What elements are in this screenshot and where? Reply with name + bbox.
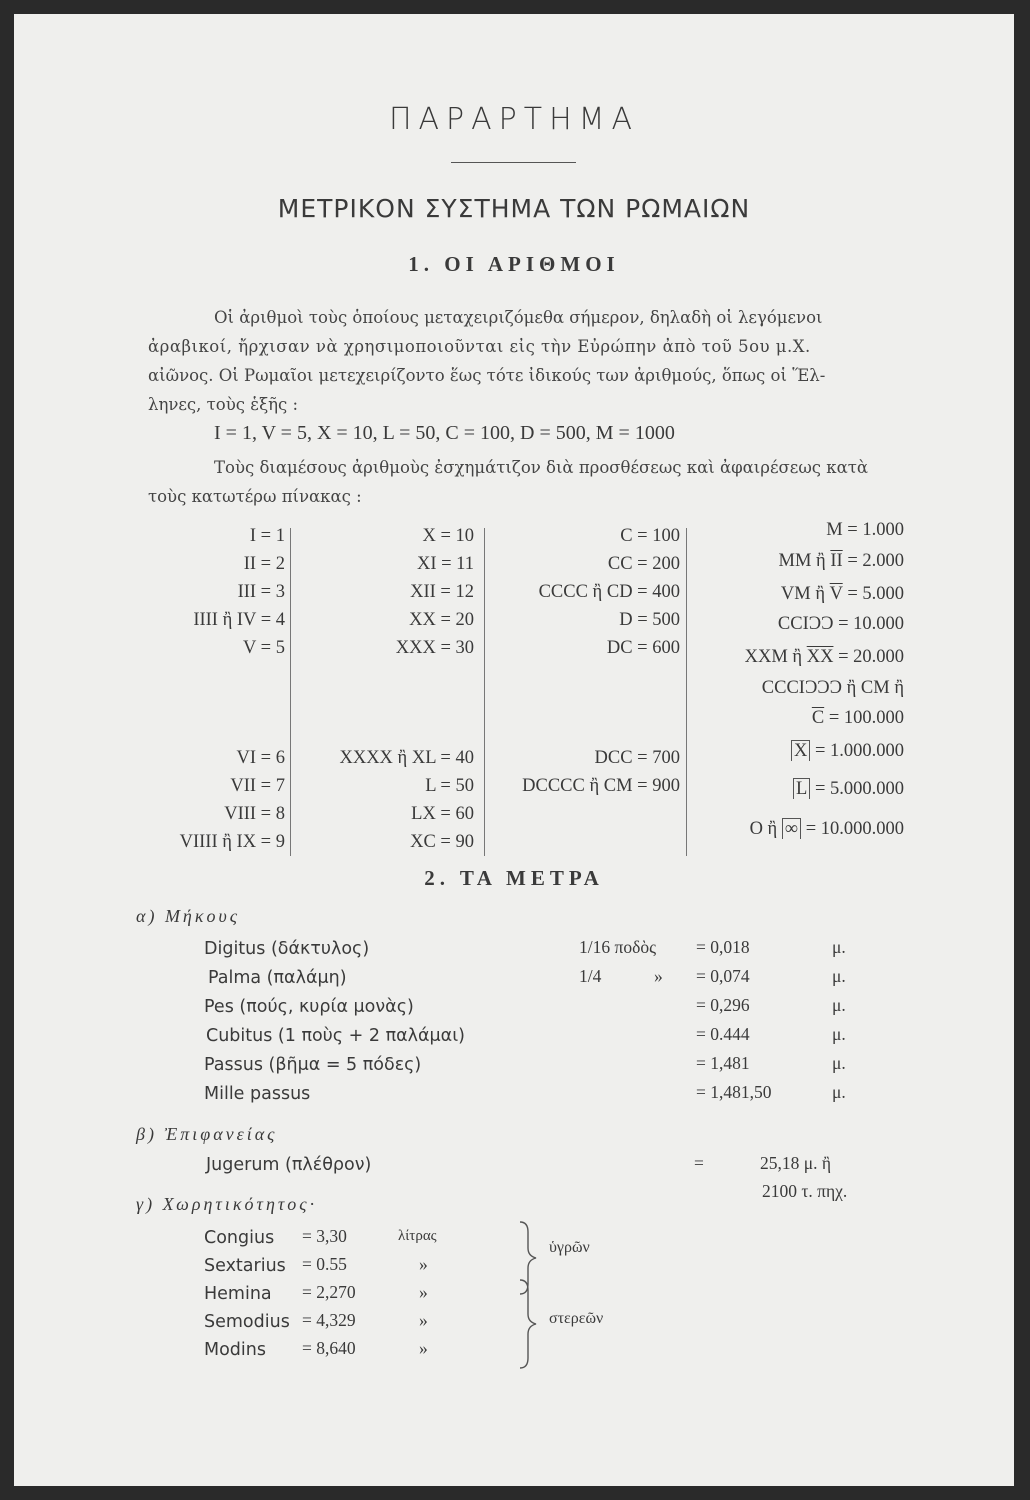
measure-value: = 0.55	[302, 1254, 347, 1274]
capacity-label: γ) Χωρητικότητος·	[136, 1194, 318, 1214]
measure-value: = 1,481	[696, 1053, 750, 1073]
measure-value: = 0,018	[696, 937, 750, 957]
numeral-cell: XII = 12	[410, 582, 474, 602]
numeral-cell: V = 5	[243, 638, 285, 658]
numeral-cell: CCCIƆƆƆ ἢ CM ἢ	[761, 678, 904, 698]
measure-name: Pes (πούς, κυρία μονὰς)	[204, 997, 414, 1017]
measure-value: = 2,270	[302, 1282, 356, 1302]
measure-eq: =	[694, 1153, 704, 1173]
column-divider	[290, 528, 291, 856]
numeral-cell: XXXX ἢ XL = 40	[339, 748, 474, 768]
numeral-cell: XX = 20	[409, 610, 474, 630]
measure-value: = 0,296	[696, 995, 750, 1015]
numeral-cell: O ἢ ∞ = 10.000.000	[749, 819, 904, 839]
measure-name: Semodius	[204, 1312, 290, 1332]
numeral-cell: D = 500	[619, 610, 680, 630]
numeral-cell: DCC = 700	[594, 748, 680, 768]
numeral-cell: MM ἢ $\overline{II} = 2.000$	[778, 551, 904, 571]
measure-value: = 3,30	[302, 1226, 347, 1246]
measure-value: = 0,074	[696, 966, 750, 986]
measure-name: Modins	[204, 1340, 266, 1360]
numeral-cell: XXX = 30	[395, 638, 474, 658]
paragraph-line: αἰῶνος. Οἱ Ρωμαῖοι μετεχειρίζοντο ἕως τότε ἰδικούς των ἀριθμούς, ὅπως οἱ Ἕλ-	[148, 366, 826, 385]
solid-label: στερεῶν	[549, 1310, 604, 1327]
document-page	[14, 14, 1014, 1486]
measure-unit: μ.	[832, 1082, 846, 1102]
measure-name: Mille passus	[204, 1084, 311, 1104]
surface-label: β) Ἐπιφανείας	[136, 1124, 278, 1144]
measure-value-alt: 2100 τ. πηχ.	[762, 1181, 848, 1201]
measure-unit: λίτρας	[398, 1228, 437, 1244]
ditto-mark: »	[419, 1254, 428, 1274]
measure-name: Jugerum (πλέθρον)	[206, 1155, 372, 1175]
numeral-cell: M = 1.000	[826, 520, 904, 540]
measure-value: = 1,481,50	[696, 1082, 772, 1102]
intro-line: Τοὺς διαμέσους ἀριθμοὺς ἐσχημάτιζον διὰ προσθέσεως καὶ ἀφαιρέσεως κατὰ	[214, 458, 868, 477]
measure-name: Cubitus (1 ποὺς + 2 παλάμαι)	[206, 1026, 465, 1046]
measure-fraction: 1/16 ποδὸς	[579, 937, 656, 957]
title-rule	[451, 162, 576, 163]
numeral-cell: DC = 600	[606, 638, 680, 658]
measure-name: Congius	[204, 1228, 275, 1248]
ditto-mark: »	[654, 966, 663, 986]
section2-heading: 2. ΤΑ ΜΕΤΡΑ	[424, 866, 604, 890]
section1-heading: 1. ΟΙ ΑΡΙΘΜΟΙ	[408, 252, 620, 276]
measure-name: Passus (βῆμα = 5 πόδες)	[204, 1055, 422, 1075]
paragraph-line: ληνες, τοὺς ἑξῆς :	[148, 395, 299, 414]
column-divider	[484, 528, 485, 856]
numeral-cell: III = 3	[237, 582, 285, 602]
numeral-cell: VIII = 8	[224, 804, 285, 824]
column-divider	[686, 528, 687, 856]
liquid-label: ὑγρῶν	[549, 1239, 590, 1256]
numeral-cell: X = 1.000.000	[791, 740, 904, 762]
numeral-cell: C = 100	[620, 526, 680, 546]
measure-unit: μ.	[832, 1053, 846, 1073]
measure-name: Hemina	[204, 1284, 272, 1304]
numeral-cell: DCCCC ἢ CM = 900	[522, 776, 680, 796]
numeral-cell: XC = 90	[410, 832, 474, 852]
measure-unit: μ.	[832, 966, 846, 986]
numeral-cell: $\overline{C} = 100.000$	[811, 708, 904, 728]
measure-fraction: 1/4	[579, 966, 602, 986]
measure-unit: μ.	[832, 937, 846, 957]
paragraph-line: ἀραβικοί, ἤρχισαν νὰ χρησιμοποιοῦνται εἰς τὴν Εὐρώπην ἀπὸ τοῦ 5ου μ.Χ.	[148, 337, 811, 356]
numeral-cell: XI = 11	[416, 554, 474, 574]
numeral-cell: CC = 200	[607, 554, 680, 574]
numeral-cell: VM ἢ $\overline{V} = 5.000$	[780, 584, 904, 604]
measure-value: = 0.444	[696, 1024, 750, 1044]
numeral-cell: VI = 6	[236, 748, 285, 768]
numeral-cell: CCCC ἢ CD = 400	[538, 582, 680, 602]
paragraph-line: Οἱ ἀριθμοὶ τοὺς ὁποίους μεταχειριζόμεθα σήμερον, δηλαδὴ οἱ λεγόμενοι	[214, 308, 823, 327]
measure-name: Palma (παλάμη)	[208, 968, 347, 988]
measure-value: = 4,329	[302, 1310, 356, 1330]
solid-brace	[514, 1276, 544, 1376]
intro-line: τοὺς κατωτέρω πίνακας :	[148, 487, 362, 506]
measure-name: Sextarius	[204, 1256, 286, 1276]
length-label: α) Μήκους	[136, 906, 241, 926]
ditto-mark: »	[419, 1282, 428, 1302]
measure-unit: μ.	[832, 995, 846, 1015]
numeral-cell: VIIII ἢ IX = 9	[179, 832, 285, 852]
numeral-cell: X = 10	[422, 526, 474, 546]
measure-unit: μ.	[832, 1024, 846, 1044]
numeral-formula: I = 1, V = 5, X = 10, L = 50, C = 100, D = 500, M = 1000	[214, 422, 675, 444]
page-subtitle: ΜΕΤΡΙΚΟΝ ΣΥΣΤΗΜΑ ΤΩΝ ΡΩΜΑΙΩΝ	[277, 194, 751, 223]
numeral-cell: II = 2	[243, 554, 285, 574]
numeral-cell: L = 5.000.000	[793, 778, 904, 800]
ditto-mark: »	[419, 1310, 428, 1330]
ditto-mark: »	[419, 1338, 428, 1358]
numeral-cell: VII = 7	[230, 776, 285, 796]
measure-value: = 8,640	[302, 1338, 356, 1358]
numeral-cell: I = 1	[249, 526, 285, 546]
numeral-cell: L = 50	[425, 776, 474, 796]
page-title: ΠΑΡΑΡΤΗΜΑ	[388, 102, 640, 137]
numeral-cell: IIII ἢ IV = 4	[193, 610, 285, 630]
numeral-cell: XXM ἢ $\overline{XX} = 20.000$	[744, 647, 904, 667]
measure-name: Digitus (δάκτυλος)	[204, 939, 370, 959]
measure-value: 25,18 μ. ἢ	[760, 1153, 832, 1173]
numeral-cell: CCIƆƆ = 10.000	[777, 614, 904, 634]
numeral-cell: LX = 60	[411, 804, 474, 824]
